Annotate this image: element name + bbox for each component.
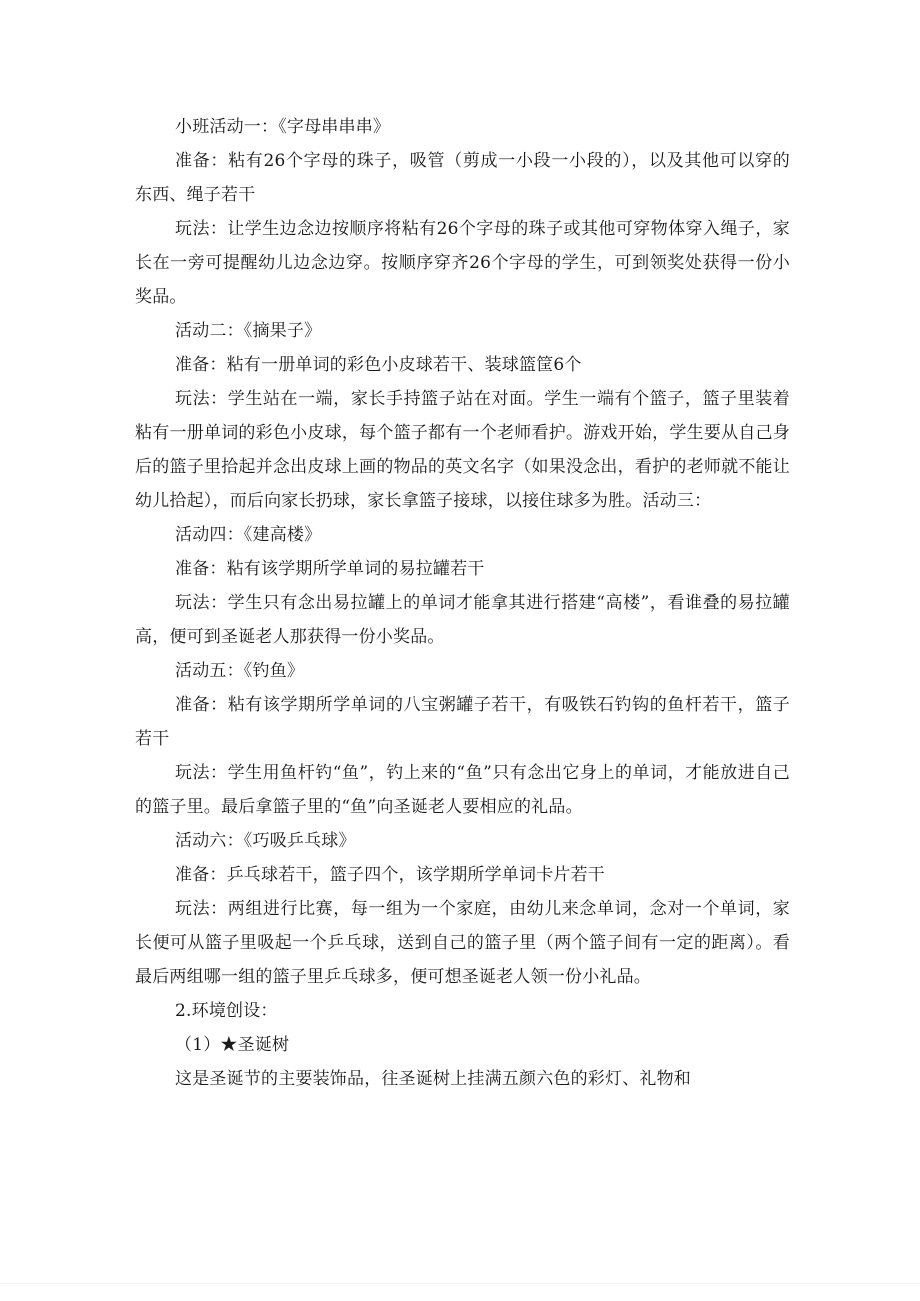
paragraph-activity-5-prep: 准备：粘有该学期所学单词的八宝粥罐子若干，有吸铁石钓钩的鱼杆若干，篮子若干 (135, 695, 790, 749)
paragraph-activity-6-rules: 玩法：两组进行比赛，每一组为一个家庭，由幼儿来念单词，念对一个单词，家长便可从篮子里吸起一个乒乓球，送到自己的篮子里（两个篮子间有一定的距离）。看最后两组哪一组的篮子里乒乓球多，便可想圣诞老人领一份小礼品。 (135, 899, 790, 987)
paragraph-activity-5-title: 活动五：《钓鱼》 (175, 661, 305, 681)
paragraph-activity-2-title: 活动二：《摘果子》 (175, 321, 322, 341)
paragraph-activity-1-title: 小班活动一：《字母串串串》 (175, 117, 391, 137)
paragraph-christmas-tree: 这是圣诞节的主要装饰品，往圣诞树上挂满五颜六色的彩灯、礼物和 (175, 1069, 691, 1089)
paragraph-activity-1-rules: 玩法：让学生边念边按顺序将粘有26个字母的珠子或其他可穿物体穿入绳子，家长在一旁可提醒幼儿边念边穿。按顺序穿齐26个字母的学生，可到领奖处获得一份小奖品。 (135, 219, 790, 307)
paragraph-activity-1-prep: 准备：粘有26个字母的珠子，吸管（剪成一小段一小段的），以及其他可以穿的东西、绳子若干 (135, 151, 790, 205)
section-heading-environment: 2.环境创设： (175, 1001, 278, 1021)
paragraph-activity-6-title: 活动六：《巧吸乒乓球》 (175, 831, 356, 851)
page-bottom-divider (0, 1283, 920, 1284)
subheading-christmas-tree: （1）★圣诞树 (175, 1035, 290, 1055)
paragraph-activity-4-rules: 玩法：学生只有念出易拉罐上的单词才能拿其进行搭建“高楼”，看谁叠的易拉罐高，便可到圣诞老人那获得一份小奖品。 (135, 593, 790, 647)
document-page (135, 110, 790, 1096)
paragraph-activity-5-rules: 玩法：学生用鱼杆钓“鱼”，钓上来的“鱼”只有念出它身上的单词，才能放进自己的篮子里。最后拿篮子里的“鱼”向圣诞老人要相应的礼品。 (135, 763, 790, 817)
paragraph-activity-4-prep: 准备：粘有该学期所学单词的易拉罐若干 (175, 559, 485, 579)
paragraph-activity-6-prep: 准备：乒乓球若干，篮子四个，该学期所学单词卡片若干 (175, 865, 605, 885)
paragraph-activity-2-rules: 玩法：学生站在一端，家长手持篮子站在对面。学生一端有个篮子，篮子里装着粘有一册单词的彩色小皮球，每个篮子都有一个老师看护。游戏开始，学生要从自己身后的篮子里拾起并念出皮球上画的物品的英文名字（如果没念出，看护的老师就不能让幼儿拾起），而后向家长扔球，家长拿篮子接球，以接住球多为胜。活动三： (135, 389, 790, 511)
paragraph-activity-4-title: 活动四：《建高楼》 (175, 525, 322, 545)
paragraph-activity-2-prep: 准备：粘有一册单词的彩色小皮球若干、装球篮筐6个 (175, 355, 582, 375)
